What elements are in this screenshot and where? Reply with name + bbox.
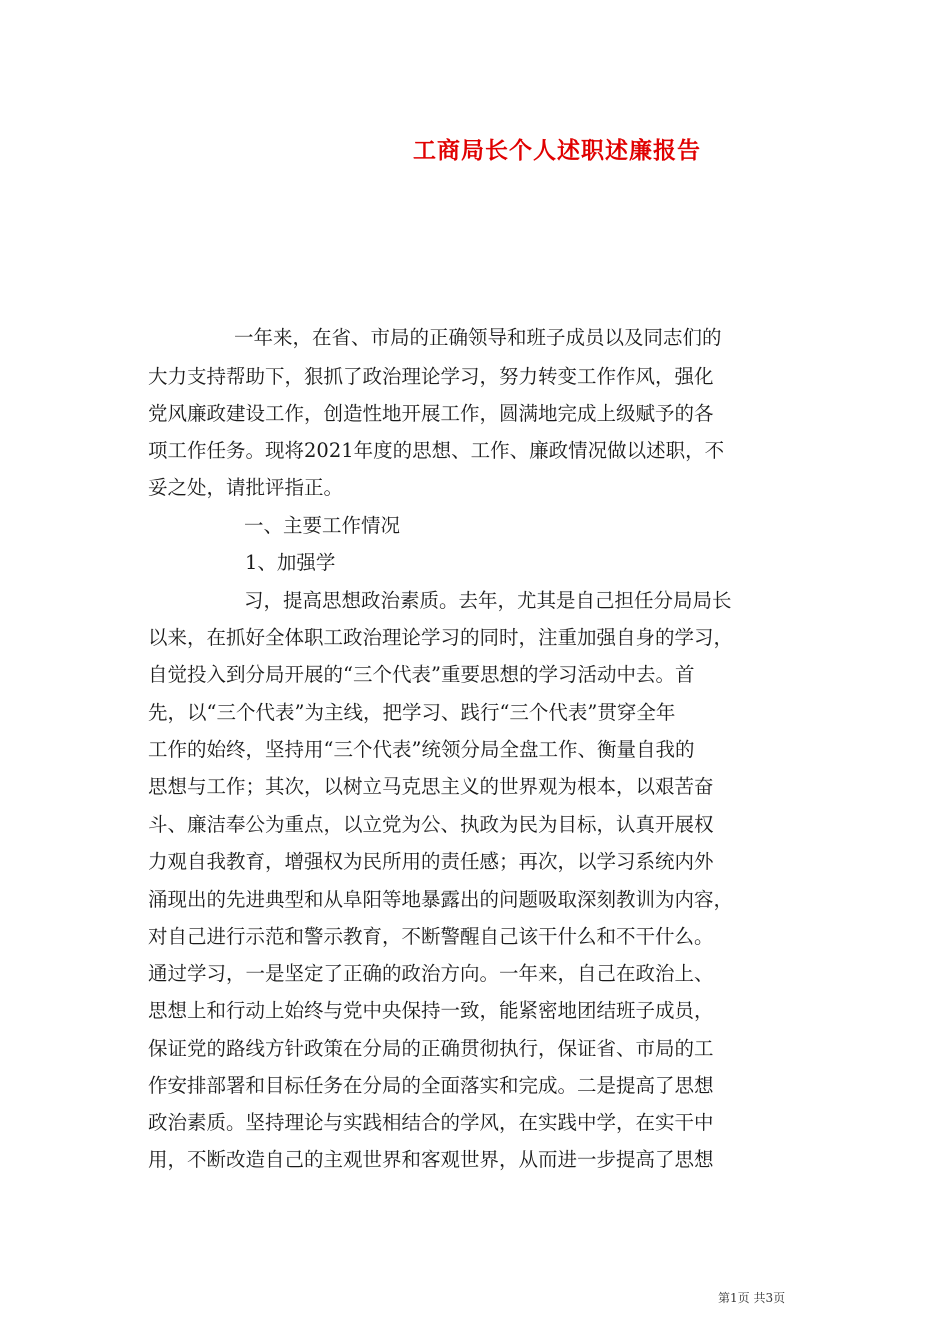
subsection-heading: 1、加强学 [245,551,336,574]
body-line: 自觉投入到分局开展的“三个代表”重要思想的学习活动中去。首 [148,663,695,686]
body-line: 习，提高思想政治素质。去年，尤其是自己担任分局局长 [244,589,732,612]
body-line: 大力支持帮助下，狠抓了政治理论学习，努力转变工作作风，强化 [148,365,714,388]
body-line: 保证党的路线方针政策在分局的正确贯彻执行，保证省、市局的工 [148,1037,714,1060]
body-line: 一年来，在省、市局的正确领导和班子成员以及同志们的 [234,326,722,349]
body-line: 涌现出的先进典型和从阜阳等地暴露出的问题吸取深刻教训为内容， [148,888,734,911]
body-line: 以来，在抓好全体职工政治理论学习的同时，注重加强自身的学习， [148,626,734,649]
body-line: 思想上和行动上始终与党中央保持一致，能紧密地团结班子成员， [148,999,714,1022]
body-line: 妥之处，请批评指正。 [148,476,344,499]
body-line: 工作的始终，坚持用“三个代表”统领分局全盘工作、衡量自我的 [148,738,695,761]
section-heading: 一、主要工作情况 [244,514,401,537]
body-line: 通过学习，一是坚定了正确的政治方向。一年来，自己在政治上、 [148,962,714,985]
body-line: 力观自我教育，增强权为民所用的责任感；再次，以学习系统内外 [148,850,714,873]
body-line: 思想与工作；其次，以树立马克思主义的世界观为根本，以艰苦奋 [148,775,714,798]
body-line: 先，以“三个代表”为主线，把学习、践行“三个代表”贯穿全年 [148,701,676,724]
body-line: 用，不断改造自己的主观世界和客观世界，从而进一步提高了思想 [148,1148,714,1171]
page-number: 第1页 共3页 [718,1291,786,1305]
body-line: 项工作任务。现将2021年度的思想、工作、廉政情况做以述职，不 [148,439,725,462]
body-line: 作安排部署和目标任务在分局的全面落实和完成。二是提高了思想 [148,1074,714,1097]
body-line: 党风廉政建设工作，创造性地开展工作，圆满地完成上级赋予的各 [148,402,714,425]
document-title: 工商局长个人述职述廉报告 [413,137,701,164]
body-line: 对自己进行示范和警示教育，不断警醒自己该干什么和不干什么。 [148,925,714,948]
body-line: 政治素质。坚持理论与实践相结合的学风，在实践中学，在实干中 [148,1111,714,1134]
body-line: 斗、廉洁奉公为重点，以立党为公、执政为民为目标，认真开展权 [148,813,714,836]
